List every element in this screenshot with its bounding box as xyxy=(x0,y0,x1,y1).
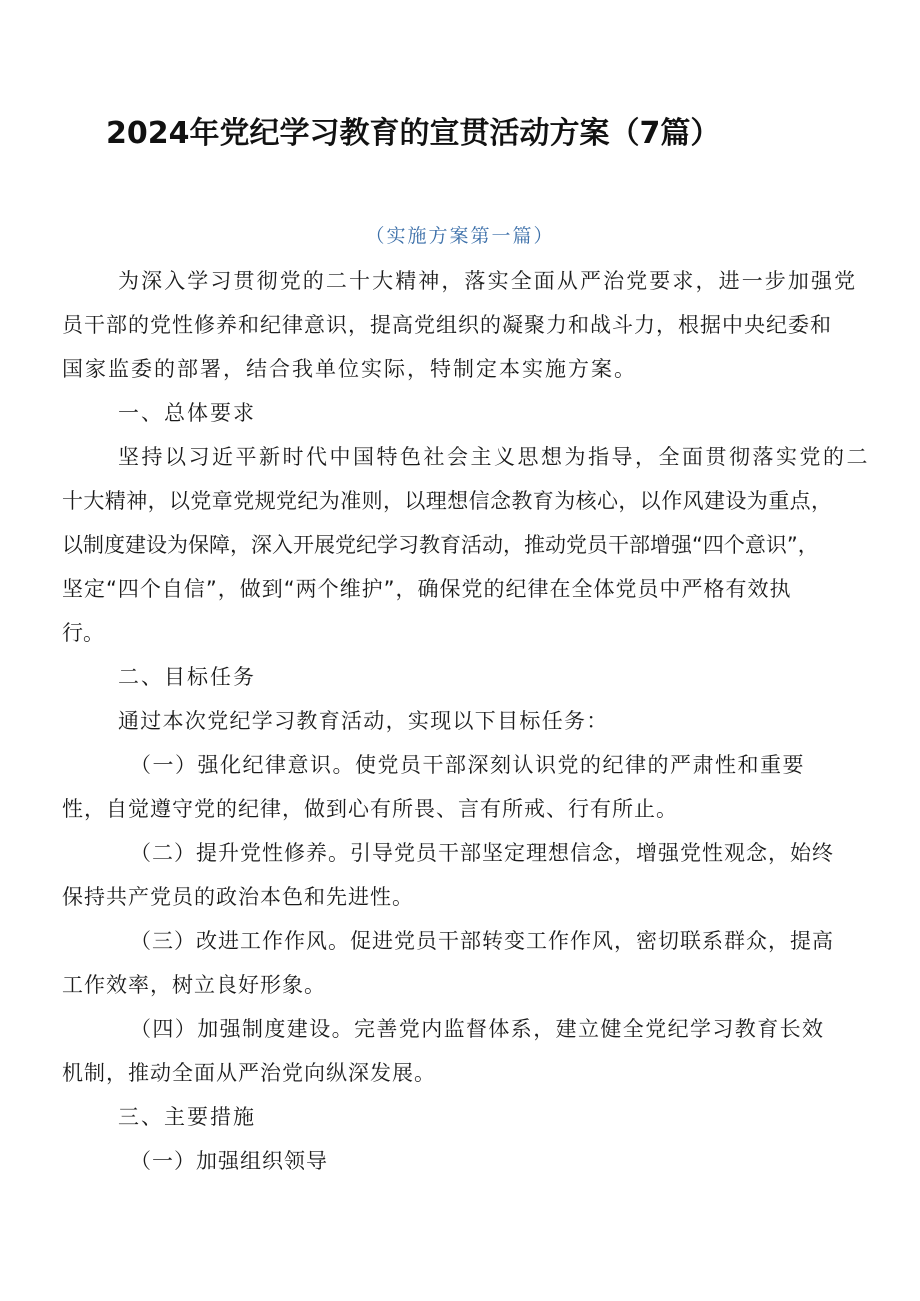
paragraph-line: 十大精神，以党章党规党纪为准则，以理想信念教育为核心，以作风建设为重点， xyxy=(62,489,833,513)
paragraph-line: 机制，推动全面从严治党向纵深发展。 xyxy=(62,1061,436,1085)
paragraph-line: （一）强化纪律意识。使党员干部深刻认识党的纪律的严肃性和重要 xyxy=(130,753,805,777)
section-heading: 一、总体要求 xyxy=(118,401,256,425)
paragraph-line: 保持共产党员的政治本色和先进性。 xyxy=(62,885,414,909)
section-heading: 三、主要措施 xyxy=(118,1105,256,1129)
paragraph-line: 工作效率，树立良好形象。 xyxy=(62,973,326,997)
paragraph-line: 行。 xyxy=(62,621,104,645)
paragraph-line: 国家监委的部署，结合我单位实际，特制定本实施方案。 xyxy=(62,357,637,381)
paragraph-line: 员干部的党性修养和纪律意识，提高党组织的凝聚力和战斗力，根据中央纪委和 xyxy=(62,313,832,337)
subsection-heading: （一）加强组织领导 xyxy=(130,1149,328,1173)
paragraph-line: （三）改进工作作风。促进党员干部转变工作作风，密切联系群众，提高 xyxy=(130,929,834,953)
document-subtitle: （实施方案第一篇） xyxy=(365,225,555,247)
section-heading: 二、目标任务 xyxy=(118,665,256,689)
paragraph-line: （二）提升党性修养。引导党员干部坚定理想信念，增强党性观念，始终 xyxy=(130,841,834,865)
document-title: 2024年党纪学习教育的宣贯活动方案（7篇） xyxy=(106,116,721,151)
paragraph-line: 坚持以习近平新时代中国特色社会主义思想为指导，全面贯彻落实党的二 xyxy=(118,445,870,469)
paragraph-line: 为深入学习贯彻党的二十大精神，落实全面从严治党要求，进一步加强党 xyxy=(118,269,858,293)
paragraph-line: 通过本次党纪学习教育活动，实现以下目标任务： xyxy=(118,709,609,733)
paragraph-line: 坚定“四个自信”，做到“两个维护”，确保党的纪律在全体党员中严格有效执 xyxy=(62,577,792,601)
paragraph-line: 性，自觉遵守党的纪律，做到心有所畏、言有所戒、行有所止。 xyxy=(62,797,678,821)
paragraph-line: （四）加强制度建设。完善党内监督体系，建立健全党纪学习教育长效 xyxy=(130,1017,825,1041)
paragraph-line: 以制度建设为保障，深入开展党纪学习教育活动，推动党员干部增强“四个意识”， xyxy=(62,533,819,557)
